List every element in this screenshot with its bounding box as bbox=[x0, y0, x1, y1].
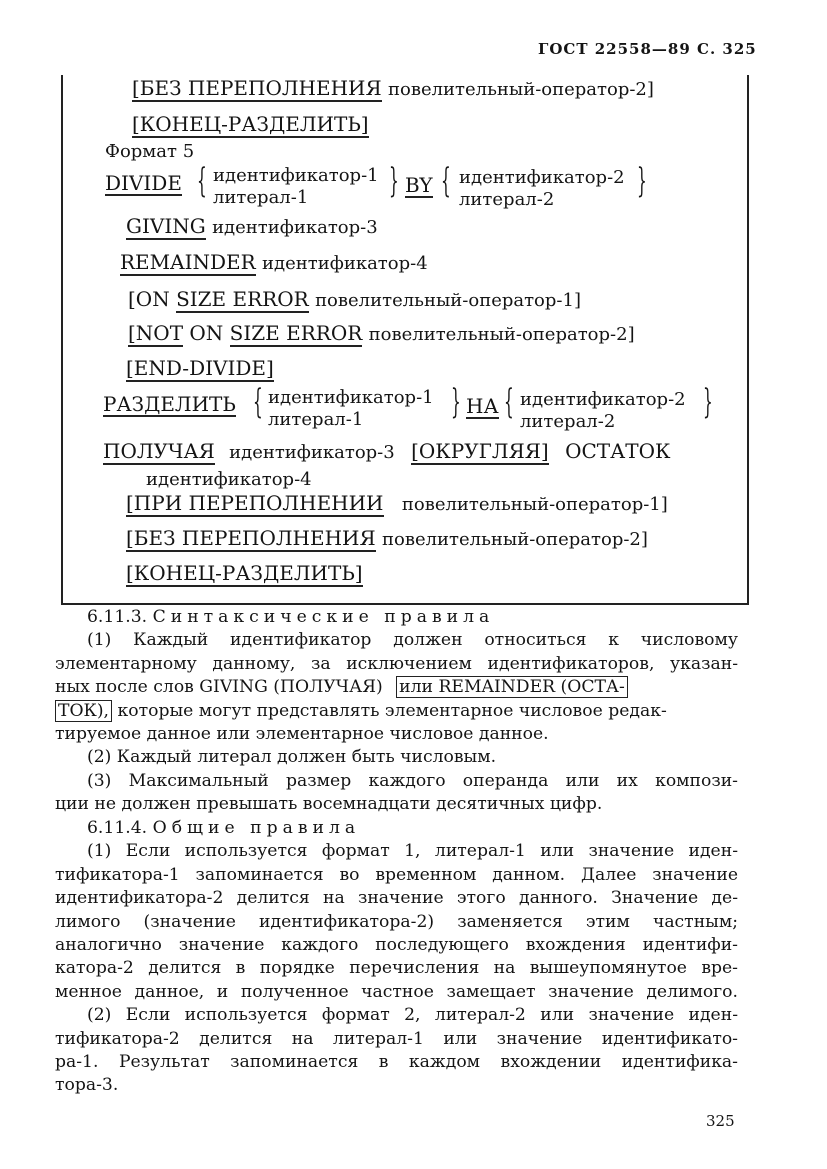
syntax-keyword: ON bbox=[189, 321, 224, 345]
paragraph-line: элементарному данному, за исключением идентификаторов, указан- bbox=[55, 653, 738, 674]
brace-open: { bbox=[504, 382, 514, 422]
paragraph-line: ра-1. Результат запоминается в каждом вхождении идентифика- bbox=[55, 1051, 738, 1072]
section-syntax-rules bbox=[55, 606, 738, 817]
syntax-operand: идентификатор-1 bbox=[268, 387, 434, 408]
brace-close: } bbox=[703, 382, 713, 422]
brace-close: } bbox=[637, 161, 647, 201]
syntax-keyword: GIVING bbox=[126, 214, 206, 238]
syntax-keyword: [END-DIVIDE] bbox=[126, 356, 274, 380]
paragraph-line: менное данное, и полученное частное замещает значение делимого. bbox=[55, 981, 738, 1002]
syntax-operand: литерал-1 bbox=[213, 187, 309, 208]
syntax-keyword: [NOT bbox=[128, 321, 184, 345]
syntax-keyword: [ОКРУГЛЯЯ] bbox=[411, 439, 549, 463]
syntax-keyword: [ON bbox=[128, 287, 170, 311]
brace-close: } bbox=[451, 382, 461, 422]
syntax-operand: идентификатор-2 bbox=[459, 167, 625, 188]
syntax-operand: идентификатор-3 bbox=[229, 442, 395, 463]
paragraph-line: катора-2 делится в порядке перечисления на вышеупомянутое вре- bbox=[55, 958, 738, 979]
paragraph-line: (1) Если используется формат 1, литерал-1 или значение иден- bbox=[87, 841, 738, 862]
brace-open: { bbox=[441, 161, 451, 201]
paragraph-line: ных после слов GIVING (ПОЛУЧАЯ) или REMAINDER (ОСТА- bbox=[55, 676, 738, 699]
syntax-operand: идентификатор-1 bbox=[213, 165, 379, 186]
section-general-rules bbox=[55, 817, 738, 1098]
paragraph-line: тора-3. bbox=[55, 1075, 119, 1096]
syntax-keyword: ПОЛУЧАЯ bbox=[103, 439, 215, 463]
paragraph-line: тируемое данное или элементарное числовое данное. bbox=[55, 723, 549, 744]
brace-close: } bbox=[389, 161, 399, 201]
syntax-keyword: НА bbox=[466, 394, 499, 418]
syntax-operand: литерал-1 bbox=[268, 409, 364, 430]
syntax-operand: идентификатор-4 bbox=[146, 469, 312, 490]
brace-open: { bbox=[197, 161, 207, 201]
syntax-keyword: [КОНЕЦ-РАЗДЕЛИТЬ] bbox=[126, 561, 363, 585]
paragraph-line: (3) Максимальный размер каждого операнда или их компози- bbox=[87, 770, 738, 791]
paragraph-line: ТОК), которые могут представлять элементарное числовое редак- bbox=[55, 700, 738, 723]
boxed-text: или REMAINDER (ОСТА- bbox=[396, 676, 628, 698]
syntax-keyword: РАЗДЕЛИТЬ bbox=[103, 392, 236, 416]
paragraph-line: аналогично значение каждого последующего вхождения идентифи- bbox=[55, 934, 738, 955]
syntax-keyword: REMAINDER bbox=[120, 250, 256, 274]
paragraph-line: тификатора-1 запоминается во временном данном. Далее значение bbox=[55, 864, 738, 885]
syntax-operand: идентификатор-2 bbox=[520, 389, 686, 410]
paragraph-line: ции не должен превышать восемнадцати десятичных цифр. bbox=[55, 794, 603, 815]
syntax-operand: повелительный-оператор-1] bbox=[315, 290, 581, 311]
syntax-operand: литерал-2 bbox=[459, 189, 555, 210]
page-number: 325 bbox=[706, 1112, 735, 1130]
syntax-keyword: [ПРИ ПЕРЕПОЛНЕНИИ bbox=[126, 491, 384, 515]
syntax-operand: идентификатор-4 bbox=[262, 253, 428, 274]
syntax-keyword: [БЕЗ ПЕРЕПОЛНЕНИЯ bbox=[132, 76, 382, 100]
paragraph-line: (1) Каждый идентификатор должен относиться к числовому bbox=[87, 630, 738, 651]
paragraph-line: лимого (значение идентификатора-2) заменяется этим частным; bbox=[55, 911, 738, 932]
syntax-keyword: BY bbox=[405, 173, 433, 197]
syntax-keyword: DIVIDE bbox=[105, 171, 182, 195]
section-heading: 6.11.4. Общие правила bbox=[87, 818, 361, 838]
syntax-operand: литерал-2 bbox=[520, 411, 616, 432]
page-header: ГОСТ 22558—89 С. 325 bbox=[538, 40, 757, 58]
syntax-text: повелительный-оператор-2] bbox=[387, 79, 654, 100]
boxed-text: ТОК), bbox=[55, 700, 112, 722]
syntax-operand: повелительный-оператор-1] bbox=[401, 494, 668, 515]
section-heading: 6.11.3. Синтаксические правила bbox=[87, 607, 495, 627]
syntax-keyword: SIZE ERROR bbox=[229, 321, 363, 345]
brace-open: { bbox=[253, 382, 263, 422]
syntax-keyword: [БЕЗ ПЕРЕПОЛНЕНИЯ bbox=[126, 526, 376, 550]
syntax-keyword: [КОНЕЦ-РАЗДЕЛИТЬ] bbox=[132, 112, 369, 136]
syntax-keyword: SIZE ERROR bbox=[176, 287, 309, 311]
paragraph-line: идентификатора-2 делится на значение этого данного. Значение де- bbox=[55, 888, 738, 909]
syntax-operand: повелительный-оператор-2] bbox=[381, 529, 648, 550]
syntax-keyword: ОСТАТОК bbox=[565, 439, 671, 463]
paragraph-line: (2) Если используется формат 2, литерал-2 или значение иден- bbox=[87, 1005, 738, 1026]
paragraph-line: (2) Каждый литерал должен быть числовым. bbox=[87, 747, 497, 768]
paragraph-line: тификатора-2 делится на литерал-1 или значение идентификато- bbox=[55, 1028, 738, 1049]
syntax-operand: повелительный-оператор-2] bbox=[368, 324, 635, 345]
syntax-operand: идентификатор-3 bbox=[212, 217, 378, 238]
format-label: Формат 5 bbox=[105, 141, 195, 162]
